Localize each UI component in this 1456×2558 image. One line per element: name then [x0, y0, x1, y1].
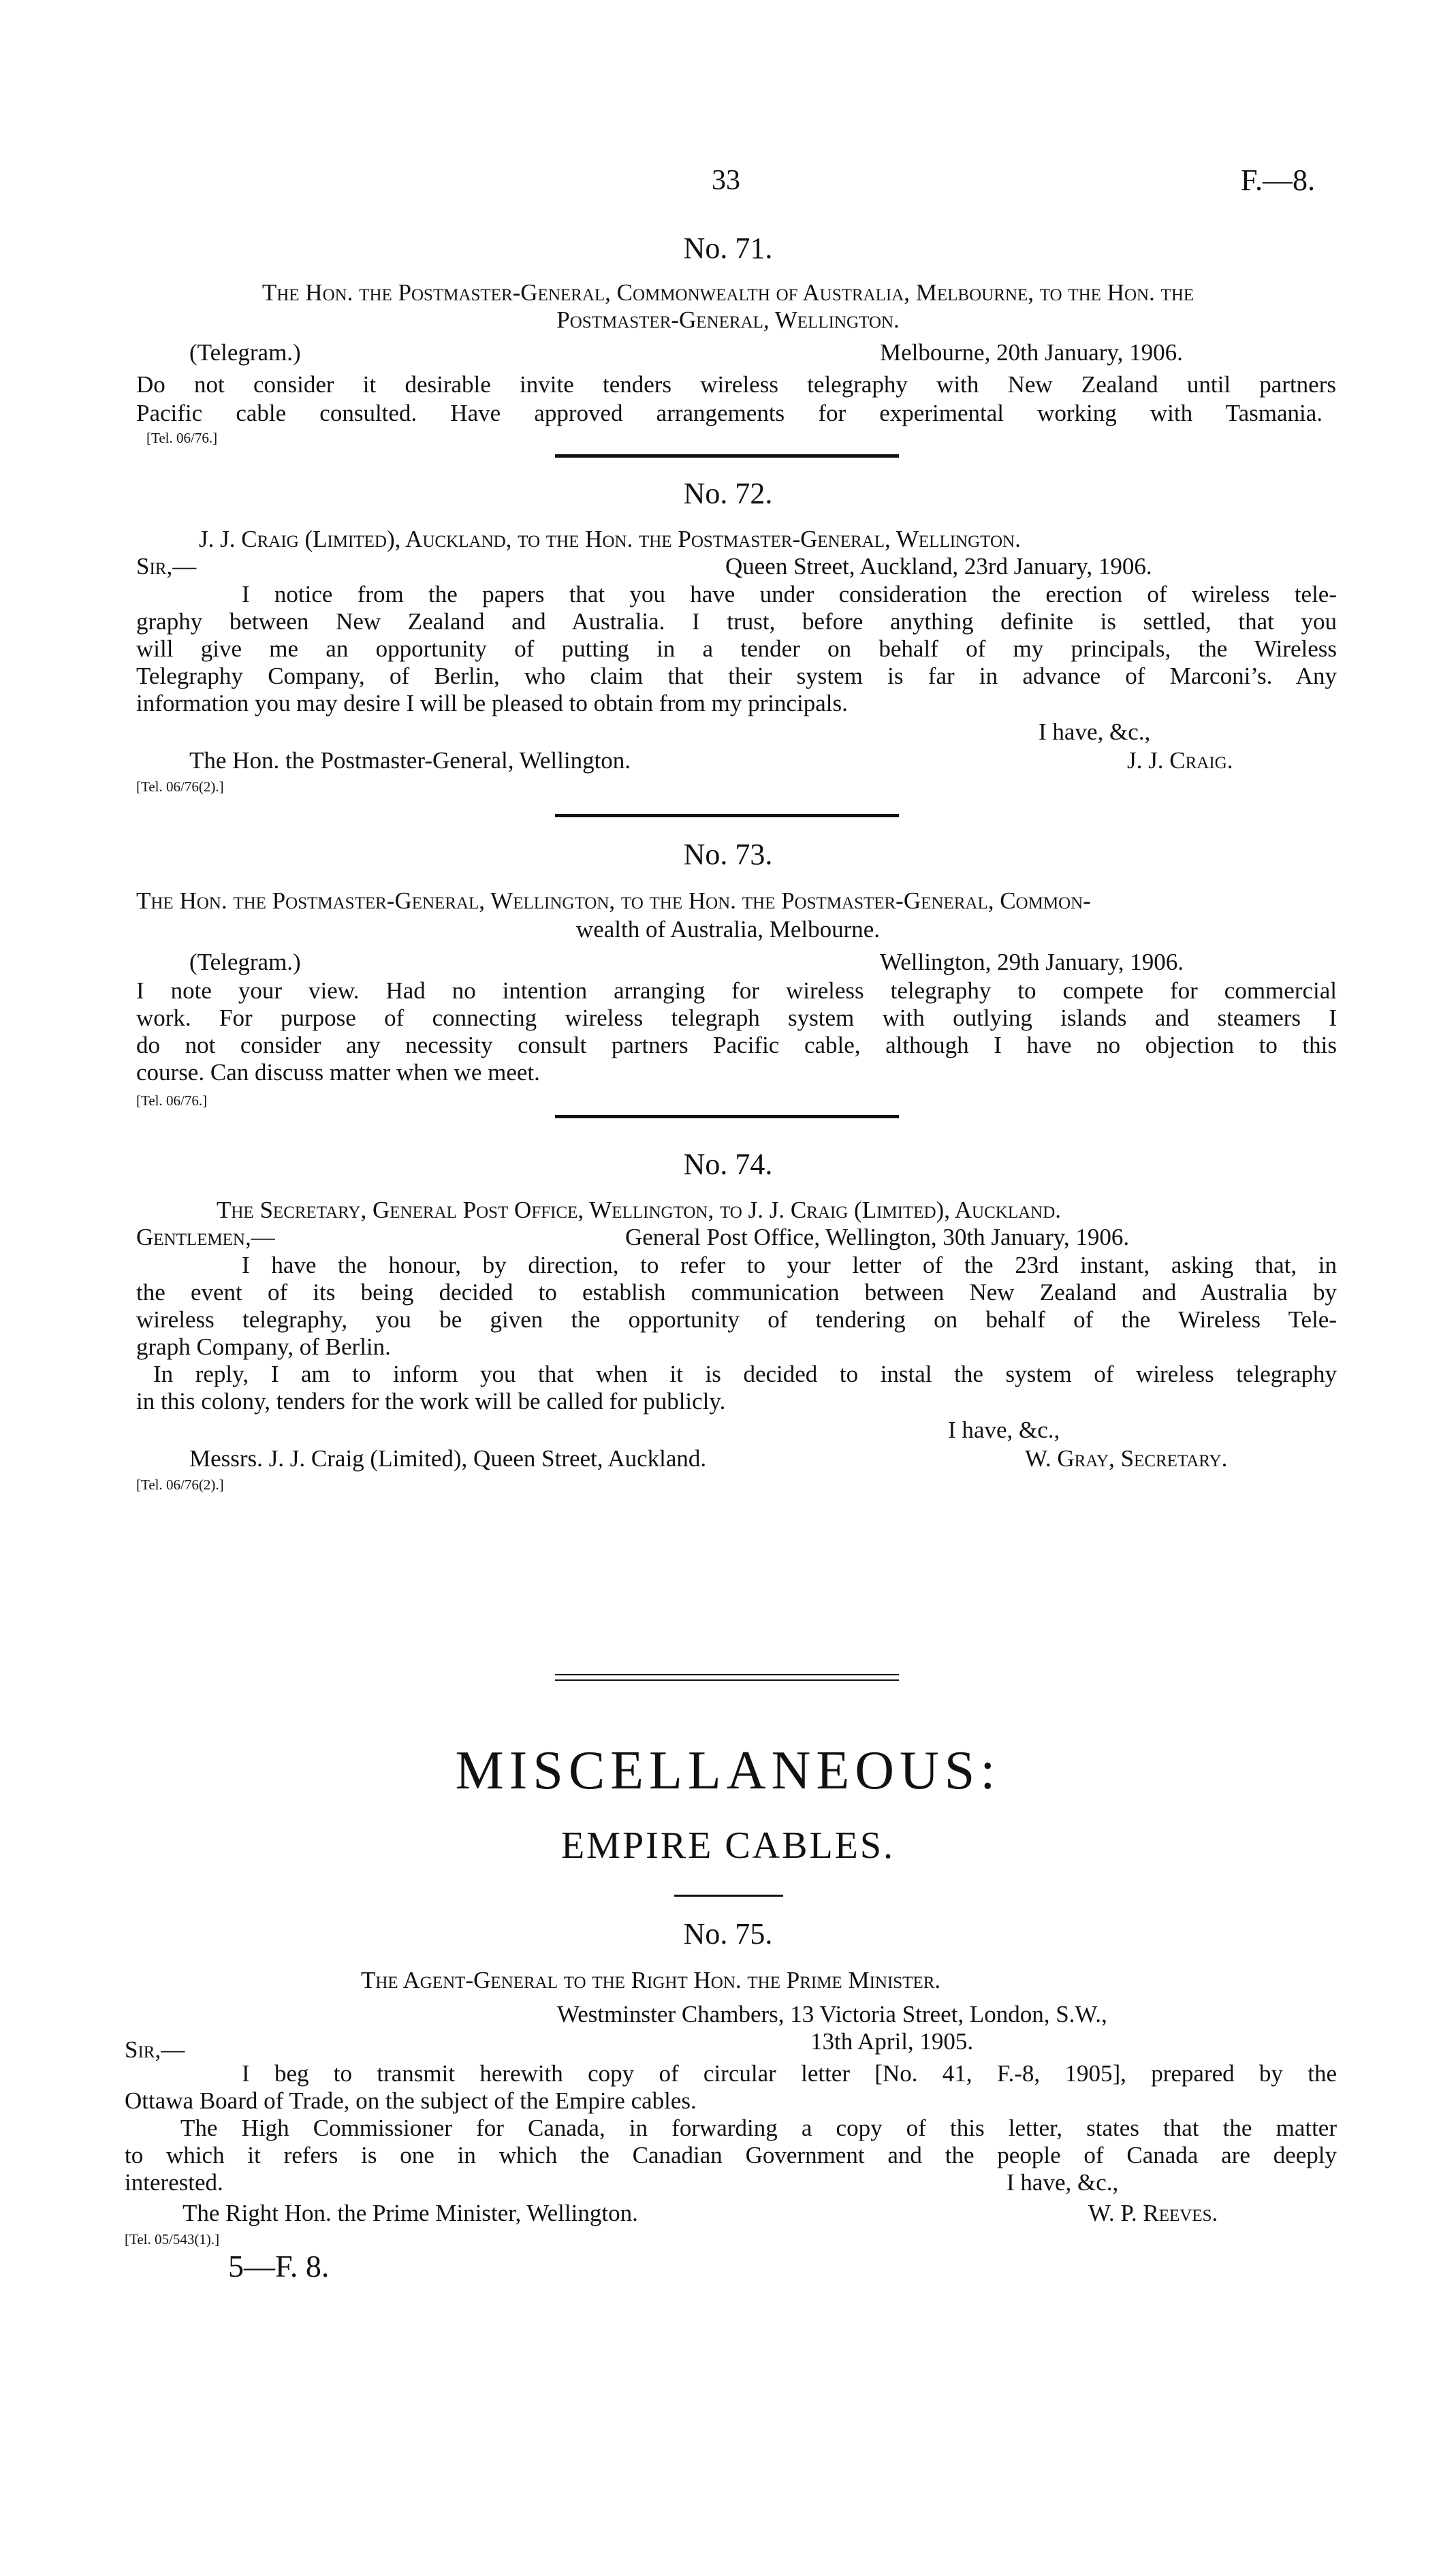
no73-body-line2: work. For purpose of connecting wireless telegraph system with outlying islands and steamers I: [136, 1005, 1337, 1031]
no75-body-line4: to which it refers is one in which the Canadian Government and the people of Canada are deeply: [125, 2142, 1337, 2168]
no72-signature: J. J. Craig.: [1127, 747, 1233, 774]
no74-from-to: The Secretary, General Post Office, Wellington, to J. J. Craig (Limited), Auckland.: [217, 1197, 1062, 1223]
no74-body-line3: wireless telegraphy, you be given the opportunity of tendering on behalf of the Wireless Tele-: [136, 1306, 1337, 1333]
no71-type: (Telegram.): [189, 339, 301, 366]
no74-body-line1: I have the honour, by direction, to refer to your letter of the 23rd instant, asking that, in: [242, 1252, 1337, 1278]
no73-body-line1: I note your view. Had no intention arranging for wireless telegraphy to compete for commercial: [136, 977, 1337, 1004]
no71-body-line1: Do not consider it desirable invite tenders wireless telegraphy with New Zealand until partners: [136, 371, 1336, 398]
section-divider: [555, 1115, 899, 1118]
no72-reference: [Tel. 06/76(2).]: [136, 778, 224, 795]
no75-from-to: The Agent-General to the Right Hon. the Prime Minister.: [361, 1967, 941, 1993]
no71-from-to-line2: Postmaster-General, Wellington.: [556, 306, 900, 333]
no72-closing: I have, &c.,: [1039, 719, 1151, 745]
no74-body-line6: in this colony, tenders for the work will be called for publicly.: [136, 1388, 726, 1415]
no74-reference: [Tel. 06/76(2).]: [136, 1477, 224, 1493]
no72-body-line3: will give me an opportunity of putting in a tender on behalf of my principals, the Wireless: [136, 635, 1337, 662]
no73-type: (Telegram.): [189, 949, 301, 975]
series-code: F.—8.: [1241, 163, 1315, 197]
section-divider: [555, 454, 899, 458]
no74-body-line4: graph Company, of Berlin.: [136, 1333, 391, 1360]
section-divider: [555, 814, 899, 817]
no72-addressee: The Hon. the Postmaster-General, Wellington.: [189, 747, 631, 774]
no72-body-line4: Telegraphy Company, of Berlin, who claim that their system is far in advance of Marconi’s. Any: [136, 663, 1337, 689]
no75-signature: W. P. Reeves.: [1088, 2200, 1218, 2226]
no71-date: Melbourne, 20th January, 1906.: [880, 339, 1183, 366]
no74-addressee: Messrs. J. J. Craig (Limited), Queen Street, Auckland.: [189, 1445, 707, 1472]
no74-heading: No. 74.: [683, 1148, 773, 1181]
double-divider: [555, 1674, 899, 1681]
no74-signature: W. Gray, Secretary.: [1025, 1445, 1228, 1472]
no74-body-line2: the event of its being decided to establish communication between New Zealand and Australia by: [136, 1279, 1337, 1306]
no75-body-line5: interested.: [125, 2169, 223, 2196]
no72-heading: No. 72.: [683, 477, 773, 510]
no73-date: Wellington, 29th January, 1906.: [880, 949, 1184, 975]
no74-address: General Post Office, Wellington, 30th January, 1906.: [625, 1224, 1130, 1250]
no72-body-line1: I notice from the papers that you have under consideration the erection of wireless tele-: [242, 581, 1337, 607]
no73-body-line4: course. Can discuss matter when we meet.: [136, 1059, 540, 1086]
page-number: 33: [712, 165, 740, 196]
no75-addressee: The Right Hon. the Prime Minister, Wellington.: [183, 2200, 638, 2226]
no75-body-line3: The High Commissioner for Canada, in forwarding a copy of this letter, states that the matter: [180, 2115, 1337, 2141]
no72-from-to: J. J. Craig (Limited), Auckland, to the Hon. the Postmaster-General, Wellington.: [199, 526, 1021, 552]
misc-subtitle: EMPIRE CABLES.: [560, 1825, 896, 1867]
no73-from-to-line1: The Hon. the Postmaster-General, Wellington, to the Hon. the Postmaster-General, Common-: [136, 887, 1091, 914]
no71-body-line2: Pacific cable consulted. Have approved arrangements for experimental working with Tasmania.: [136, 400, 1323, 426]
no71-heading: No. 71.: [683, 232, 773, 265]
no72-body-line5: information you may desire I will be pleased to obtain from my principals.: [136, 690, 848, 716]
no74-body-line5: In reply, I am to inform you that when it is decided to instal the system of wireless telegraphy: [153, 1361, 1337, 1387]
no72-body-line2: graphy between New Zealand and Australia. I trust, before anything definite is settled, that you: [136, 608, 1337, 635]
no72-address: Queen Street, Auckland, 23rd January, 1906.: [725, 553, 1152, 580]
no72-salutation: Sir,—: [136, 553, 197, 580]
no75-body-line1: I beg to transmit herewith copy of circular letter [No. 41, F.-8, 1905], prepared by the: [242, 2060, 1337, 2087]
signature-mark: 5—F. 8.: [228, 2249, 330, 2284]
no75-closing: I have, &c.,: [1007, 2169, 1119, 2196]
no75-reference: [Tel. 05/543(1).]: [125, 2231, 220, 2247]
no71-reference: [Tel. 06/76.]: [146, 430, 218, 446]
no75-heading: No. 75.: [683, 1917, 773, 1951]
no73-heading: No. 73.: [683, 838, 773, 871]
short-divider: [674, 1895, 783, 1897]
no73-from-to-line2: wealth of Australia, Melbourne.: [575, 916, 881, 943]
no75-address-line1: Westminster Chambers, 13 Victoria Street, London, S.W.,: [557, 2001, 1107, 2027]
no75-salutation: Sir,—: [125, 2036, 185, 2063]
no73-reference: [Tel. 06/76.]: [136, 1092, 208, 1109]
misc-title: MISCELLANEOUS:: [455, 1741, 1001, 1801]
no74-salutation: Gentlemen,—: [136, 1224, 275, 1250]
no71-from-to-line1: The Hon. the Postmaster-General, Commonwealth of Australia, Melbourne, to the Hon. the: [262, 279, 1194, 306]
no75-body-line2: Ottawa Board of Trade, on the subject of the Empire cables.: [125, 2087, 697, 2114]
no75-address-line2: 13th April, 1905.: [810, 2028, 974, 2055]
no73-body-line3: do not consider any necessity consult partners Pacific cable, although I have no objection to this: [136, 1032, 1337, 1058]
no74-closing: I have, &c.,: [948, 1417, 1060, 1443]
